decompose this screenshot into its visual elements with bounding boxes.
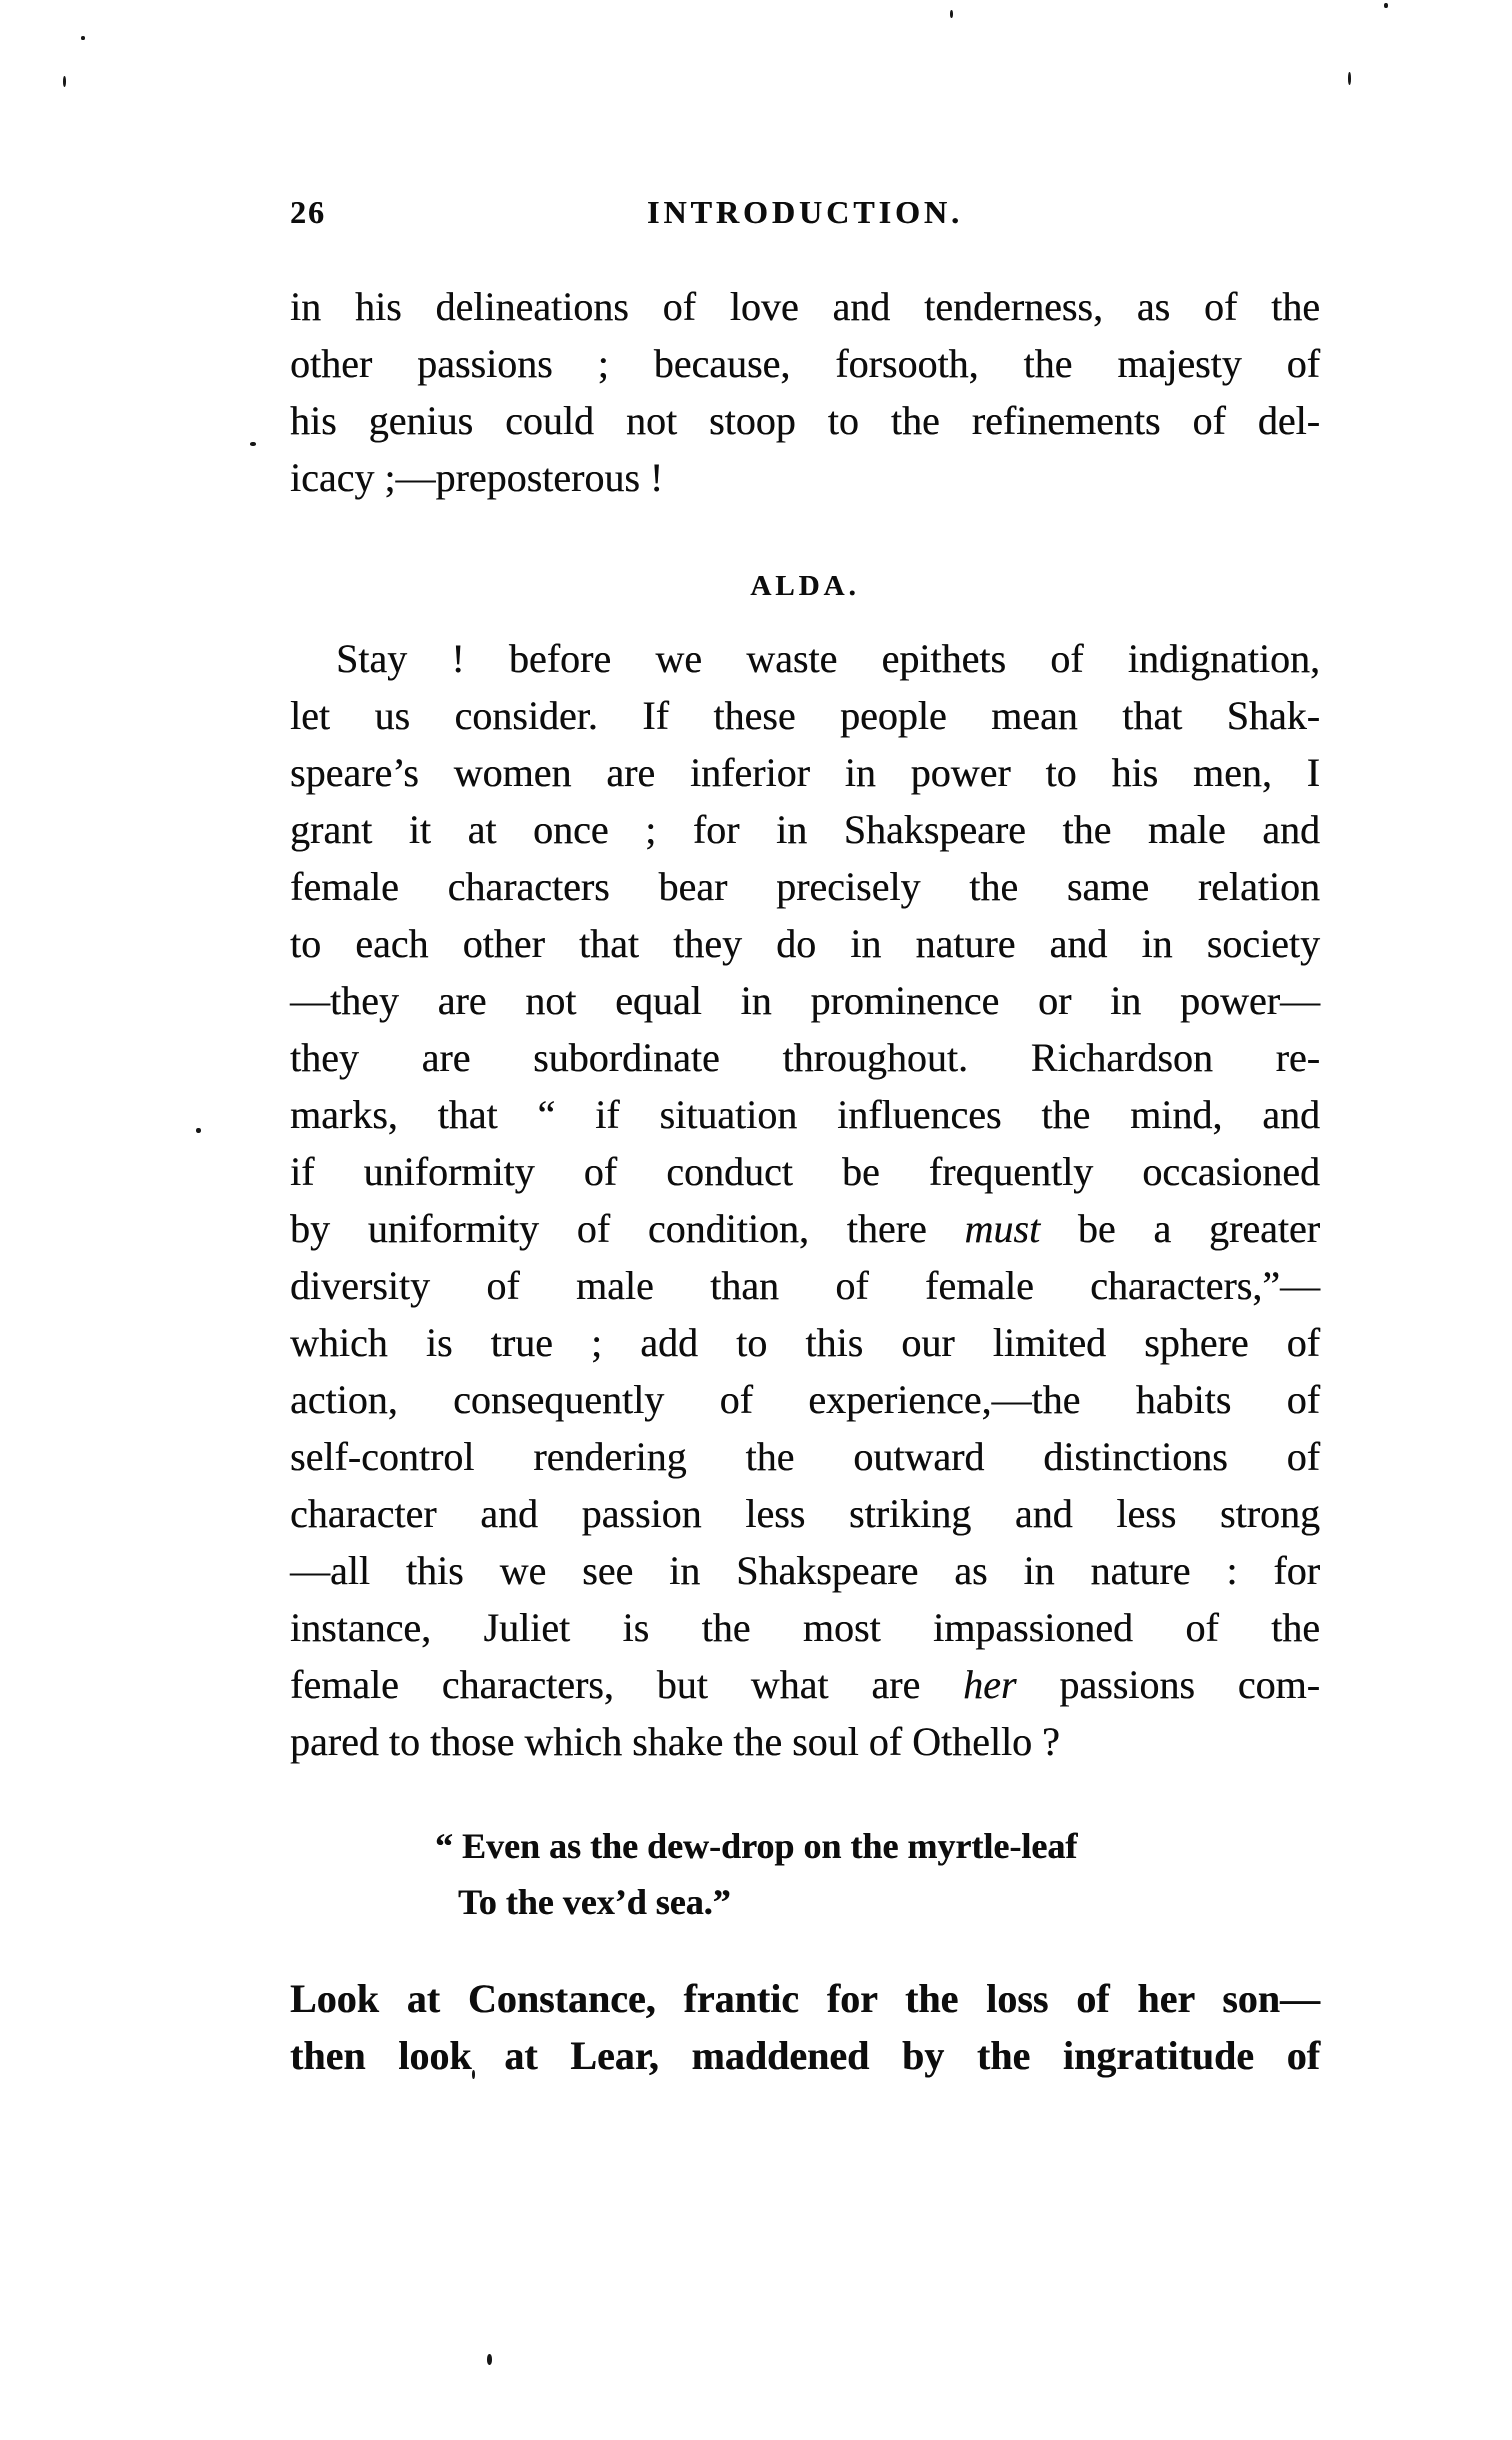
italic-word: must xyxy=(964,1206,1041,1251)
verse-quote xyxy=(290,1818,1320,1930)
text-line: grant it at once ; for in Shakspeare the male and xyxy=(290,807,1320,852)
text-line: diversity of male than of female characters,”— xyxy=(290,1263,1320,1308)
text-line: then look at Lear, maddened by the ingratitude of xyxy=(290,2033,1320,2078)
text-line: which is true ; add to this our limited sphere of xyxy=(290,1320,1320,1365)
text-line: in his delineations of love and tenderness, as of the xyxy=(290,284,1320,329)
text-line xyxy=(290,1200,1320,1257)
scan-speck xyxy=(487,2354,492,2365)
quote-line: To the vex’d sea.” xyxy=(458,1882,731,1922)
scan-speck xyxy=(950,10,953,18)
scan-speck xyxy=(1348,72,1351,85)
text-line: Stay ! before we waste epithets of indignation, xyxy=(336,636,1320,681)
page-number: 26 xyxy=(290,194,326,230)
section-heading: ALDA. xyxy=(750,570,860,602)
text-line: character and passion less striking and less strong xyxy=(290,1491,1320,1536)
text-line: to each other that they do in nature and in society xyxy=(290,921,1320,966)
scan-speck xyxy=(196,1128,201,1133)
text-line: self-control rendering the outward distinctions of xyxy=(290,1434,1320,1479)
text-line: —they are not equal in prominence or in power— xyxy=(290,978,1320,1023)
text-line: instance, Juliet is the most impassioned of the xyxy=(290,1605,1320,1650)
line-segment: female characters, but what are xyxy=(290,1662,964,1707)
text-line: other passions ; because, forsooth, the majesty of xyxy=(290,341,1320,386)
italic-word: her xyxy=(963,1662,1017,1707)
text-line: marks, that “ if situation influences the mind, and xyxy=(290,1092,1320,1137)
text-line: pared to those which shake the soul of Othello ? xyxy=(290,1719,1060,1764)
text-line: action, consequently of experience,—the habits of xyxy=(290,1377,1320,1422)
text-line: they are subordinate throughout. Richardson re- xyxy=(290,1035,1320,1080)
scan-speck xyxy=(81,36,85,40)
line-segment: by uniformity of condition, there xyxy=(290,1206,965,1251)
quote-line: “ Even as the dew-drop on the myrtle-leaf xyxy=(435,1826,1078,1866)
line-segment: be a greater xyxy=(1040,1206,1320,1251)
text-line xyxy=(290,1656,1320,1713)
line-segment: passions com- xyxy=(1016,1662,1320,1707)
text-line: let us consider. If these people mean that Shak- xyxy=(290,693,1320,738)
paragraph-continuation xyxy=(290,278,1320,506)
text-line: if uniformity of conduct be frequently occasioned xyxy=(290,1149,1320,1194)
text-line: Look at Constance, frantic for the loss of her son— xyxy=(290,1976,1320,2021)
scan-speck xyxy=(1384,3,1388,8)
text-line: speare’s women are inferior in power to his men, I xyxy=(290,750,1320,795)
main-paragraph xyxy=(290,630,1320,1770)
closing-paragraph xyxy=(290,1970,1320,2084)
scan-speck xyxy=(250,442,256,446)
page-header xyxy=(290,192,1320,236)
text-line: icacy ;—preposterous ! xyxy=(290,455,664,500)
scan-speck xyxy=(63,76,66,87)
running-header-title: INTRODUCTION. xyxy=(646,194,964,230)
text-line: his genius could not stoop to the refinements of del- xyxy=(290,398,1320,443)
text-line: female characters bear precisely the same relation xyxy=(290,864,1320,909)
text-line: —all this we see in Shakspeare as in nature : for xyxy=(290,1548,1320,1593)
